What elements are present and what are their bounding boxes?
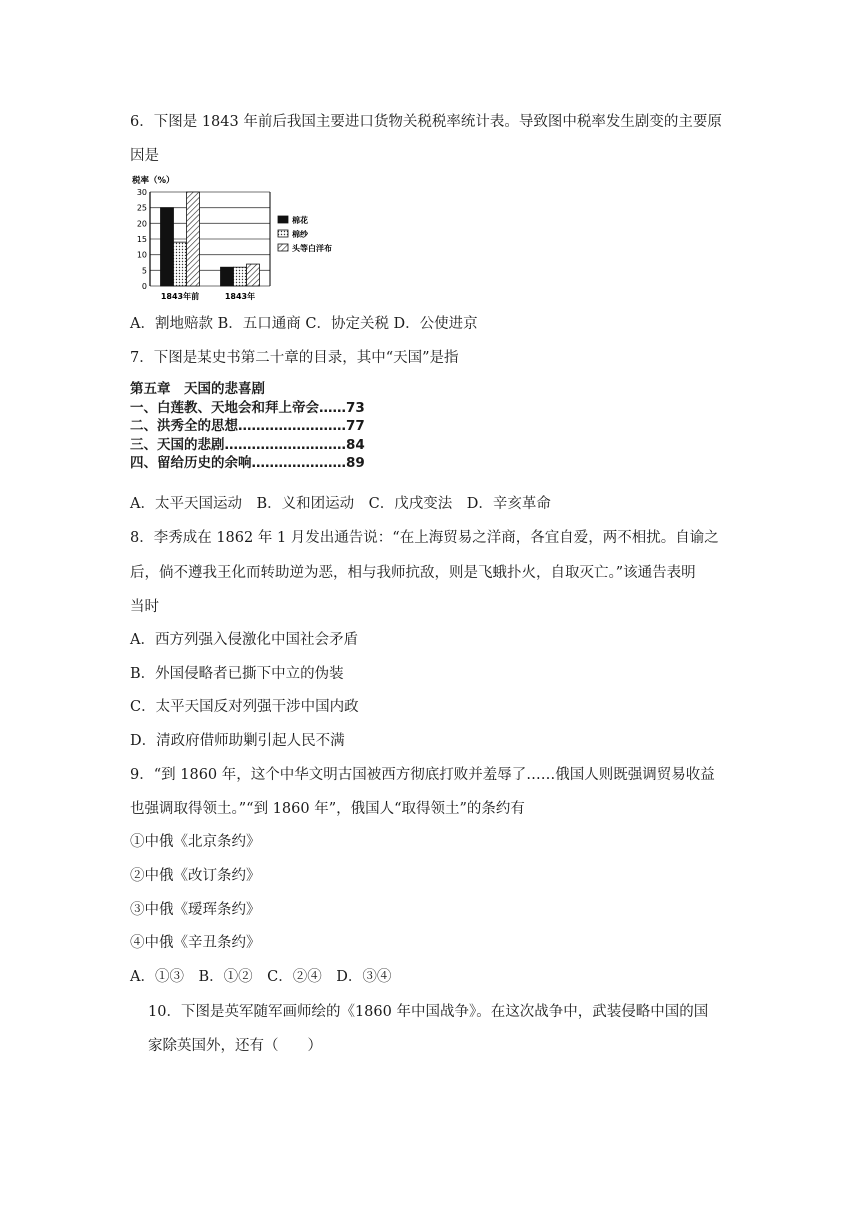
q9-item2: ②中俄《改订条约》 bbox=[130, 868, 261, 884]
q9-options: A．①③ B．①② C．②④ D．③④ bbox=[130, 969, 392, 985]
legend-label: 棉纱 bbox=[292, 230, 308, 239]
q10-stem-line1: 10．下图是英军随军画师绘的《1860 年中国战争》。在这次战争中，武装侵略中国的国 bbox=[148, 1004, 709, 1020]
y-tick-labels bbox=[137, 188, 147, 291]
tariff-bar-chart bbox=[130, 170, 380, 305]
toc-item: 四、留给历史的余响…………………89 bbox=[130, 455, 365, 471]
y-tick-label: 25 bbox=[136, 203, 147, 213]
y-tick-label: 30 bbox=[136, 188, 147, 197]
q9-stem-line1: 9．“到 1860 年，这个中华文明古国被西方彻底打败并羞辱了……俄国人则既强调贸易收益 bbox=[130, 767, 715, 783]
y-tick-label: 10 bbox=[136, 250, 147, 260]
table-of-contents bbox=[130, 380, 365, 473]
y-tick-label: 0 bbox=[141, 282, 147, 291]
chart-legend bbox=[278, 215, 332, 253]
bar bbox=[221, 267, 234, 286]
legend-label: 头等白洋布 bbox=[292, 244, 332, 253]
q6-stem-line2: 因是 bbox=[130, 148, 159, 164]
q8-stem-line3: 当时 bbox=[130, 599, 159, 615]
q8-option-b: B．外国侵略者已撕下中立的伪装 bbox=[130, 666, 344, 682]
x-tick-label: 1843年前 bbox=[160, 292, 200, 301]
q8-stem-line1: 8．李秀成在 1862 年 1 月发出通告说：“在上海贸易之洋商，各宜自爱，两不相扰。自谕之 bbox=[130, 530, 719, 546]
y-tick-label: 20 bbox=[136, 219, 147, 229]
q7-options: A．太平天国运动 B．义和团运动 C．戊戌变法 D．辛亥革命 bbox=[130, 496, 551, 512]
toc-item: 二、洪秀全的思想……………………77 bbox=[130, 418, 365, 434]
y-axis-label: 税率（%） bbox=[132, 176, 175, 186]
toc-item: 三、天国的悲剧………………………84 bbox=[130, 436, 365, 453]
q9-item3: ③中俄《瑷珲条约》 bbox=[130, 902, 261, 918]
q8-stem-line2: 后，倘不遵我王化而转助逆为恶，相与我师抗敌，则是飞蛾扑火，自取灭亡。”该通告表明 bbox=[130, 565, 696, 581]
q10-stem-line2: 家除英国外，还有（ ） bbox=[148, 1038, 322, 1054]
q8-option-c: C．太平天国反对列强干涉中国内政 bbox=[130, 699, 359, 715]
q7-stem: 7．下图是某史书第二十章的目录，其中“天国”是指 bbox=[130, 350, 459, 366]
bar bbox=[247, 264, 260, 286]
legend-swatch bbox=[278, 244, 288, 251]
bar bbox=[161, 208, 174, 286]
bar bbox=[187, 192, 200, 286]
legend-swatch bbox=[278, 230, 288, 237]
q9-stem-line2: 也强调取得领土。”“到 1860 年”，俄国人“取得领土”的条约有 bbox=[130, 801, 525, 817]
x-tick-label: 1843年 bbox=[224, 292, 256, 301]
y-tick-label: 15 bbox=[136, 235, 147, 244]
q8-option-d: D．清政府借师助剿引起人民不满 bbox=[130, 733, 345, 749]
toc-title: 第五章 天国的悲喜剧 bbox=[130, 381, 265, 397]
y-tick-label: 5 bbox=[141, 266, 147, 276]
q9-item1: ①中俄《北京条约》 bbox=[130, 834, 261, 850]
bar bbox=[234, 267, 247, 286]
legend-swatch bbox=[278, 216, 288, 223]
q6-stem-line1: 6．下图是 1843 年前后我国主要进口货物关税税率统计表。导致图中税率发生剧变的主要原 bbox=[130, 114, 722, 130]
q8-option-a: A．西方列强入侵激化中国社会矛盾 bbox=[130, 632, 358, 648]
bar bbox=[174, 242, 187, 286]
legend-label: 棉花 bbox=[292, 216, 308, 225]
toc-item: 一、白莲教、天地会和拜上帝会……73 bbox=[130, 399, 365, 416]
q9-item4: ④中俄《辛丑条约》 bbox=[130, 935, 261, 951]
x-tick-labels bbox=[161, 291, 255, 301]
q6-options: A．割地赔款 B．五口通商 C．协定关税 D．公使进京 bbox=[130, 316, 478, 332]
